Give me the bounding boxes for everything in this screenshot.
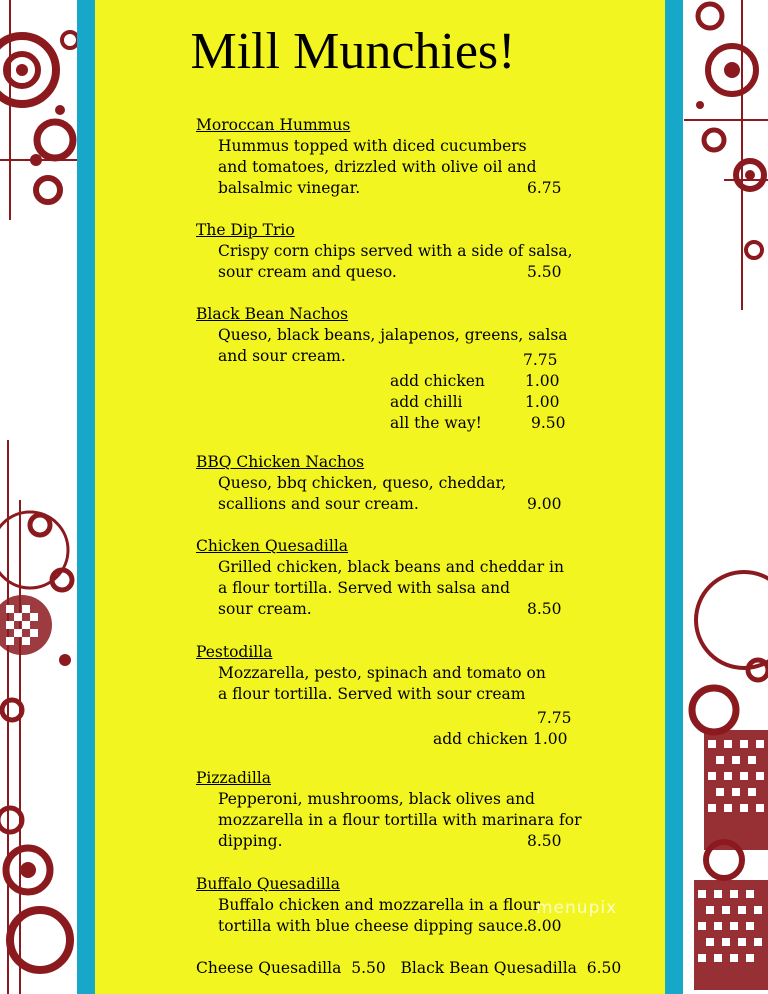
item-description: sour cream. 8.50	[218, 600, 562, 618]
addon-row	[196, 388, 616, 409]
addon-label: add chilli	[390, 393, 463, 411]
addon-price: 1.00	[525, 393, 560, 411]
item-description: a flour tortilla. Served with salsa and	[218, 579, 511, 597]
item-description: tortilla with blue cheese dipping sauce. 8.00	[218, 917, 562, 935]
item-description: Pepperoni, mushrooms, black olives and	[218, 790, 535, 808]
footer-item-2: Black Bean Quesadilla	[400, 959, 577, 977]
footer-price-2: 6.50	[586, 959, 622, 977]
left-bottom-decoration	[0, 440, 80, 994]
item-description: sour cream and queso. 5.50	[218, 263, 562, 281]
item-description: Queso, bbq chicken, queso, cheddar,	[218, 474, 507, 492]
item-description: mozzarella in a flour tortilla with marinara for	[218, 811, 582, 829]
item-price: 8.50	[527, 832, 562, 850]
right-top-decoration	[684, 0, 768, 310]
item-name: The Dip Trio	[196, 221, 295, 239]
item-name: Chicken Quesadilla	[196, 537, 349, 555]
addon-row	[196, 367, 616, 388]
item-price: 5.50	[527, 263, 562, 281]
menu-item	[196, 220, 616, 283]
menu-item	[196, 452, 616, 515]
addon-price: 9.50	[531, 414, 566, 432]
menu-title: Mill Munchies!	[190, 23, 516, 80]
item-name: BBQ Chicken Nachos	[196, 453, 365, 471]
footer-item-1: Cheese Quesadilla	[196, 959, 342, 977]
item-price: 6.75	[527, 179, 562, 197]
item-price: 7.75	[523, 351, 558, 369]
menu-item	[196, 115, 616, 199]
addon-label: all the way!	[390, 414, 482, 432]
item-description: and tomatoes, drizzled with olive oil and	[218, 158, 537, 176]
menu-item	[196, 536, 616, 620]
menu-item	[196, 304, 616, 430]
addon-label: add chicken	[390, 372, 485, 390]
item-price: 8.00	[527, 917, 562, 935]
item-name: Black Bean Nachos	[196, 305, 349, 323]
item-description: and sour cream.	[218, 347, 346, 365]
item-price-row	[196, 705, 616, 726]
item-description: Mozzarella, pesto, spinach and tomato on	[218, 664, 546, 682]
footer-row	[196, 958, 622, 979]
item-description: Crispy corn chips served with a side of salsa,	[218, 242, 573, 260]
item-price: 7.75	[537, 709, 572, 727]
addon-row	[196, 726, 616, 747]
addon-label: add chicken	[433, 730, 528, 748]
menu-item	[196, 768, 616, 852]
menu-item	[196, 642, 616, 747]
item-description: Queso, black beans, jalapenos, greens, salsa	[218, 326, 568, 344]
item-name: Pestodilla	[196, 643, 273, 661]
left-top-decoration	[0, 0, 80, 230]
footer-price-1: 5.50	[351, 959, 386, 977]
item-description: a flour tortilla. Served with sour cream	[218, 685, 526, 703]
addon-price: 1.00	[533, 730, 568, 748]
item-price-row	[196, 346, 616, 367]
item-name: Moroccan Hummus	[196, 116, 351, 134]
watermark: menupix	[536, 898, 618, 918]
item-description: dipping. 8.50	[218, 832, 562, 850]
addon-row	[196, 409, 616, 430]
item-description: balsalmic vinegar. 6.75	[218, 179, 562, 197]
item-name: Buffalo Quesadilla	[196, 875, 340, 893]
item-description: Buffalo chicken and mozzarella in a flour	[218, 896, 541, 914]
right-bottom-decoration	[684, 560, 768, 994]
item-name: Pizzadilla	[196, 769, 271, 787]
item-description: Hummus topped with diced cucumbers	[218, 137, 527, 155]
item-price: 9.00	[527, 495, 562, 513]
item-price: 8.50	[527, 600, 562, 618]
addon-price: 1.00	[525, 372, 560, 390]
item-description: scallions and sour cream. 9.00	[218, 495, 562, 513]
item-description: Grilled chicken, black beans and cheddar in	[218, 558, 564, 576]
